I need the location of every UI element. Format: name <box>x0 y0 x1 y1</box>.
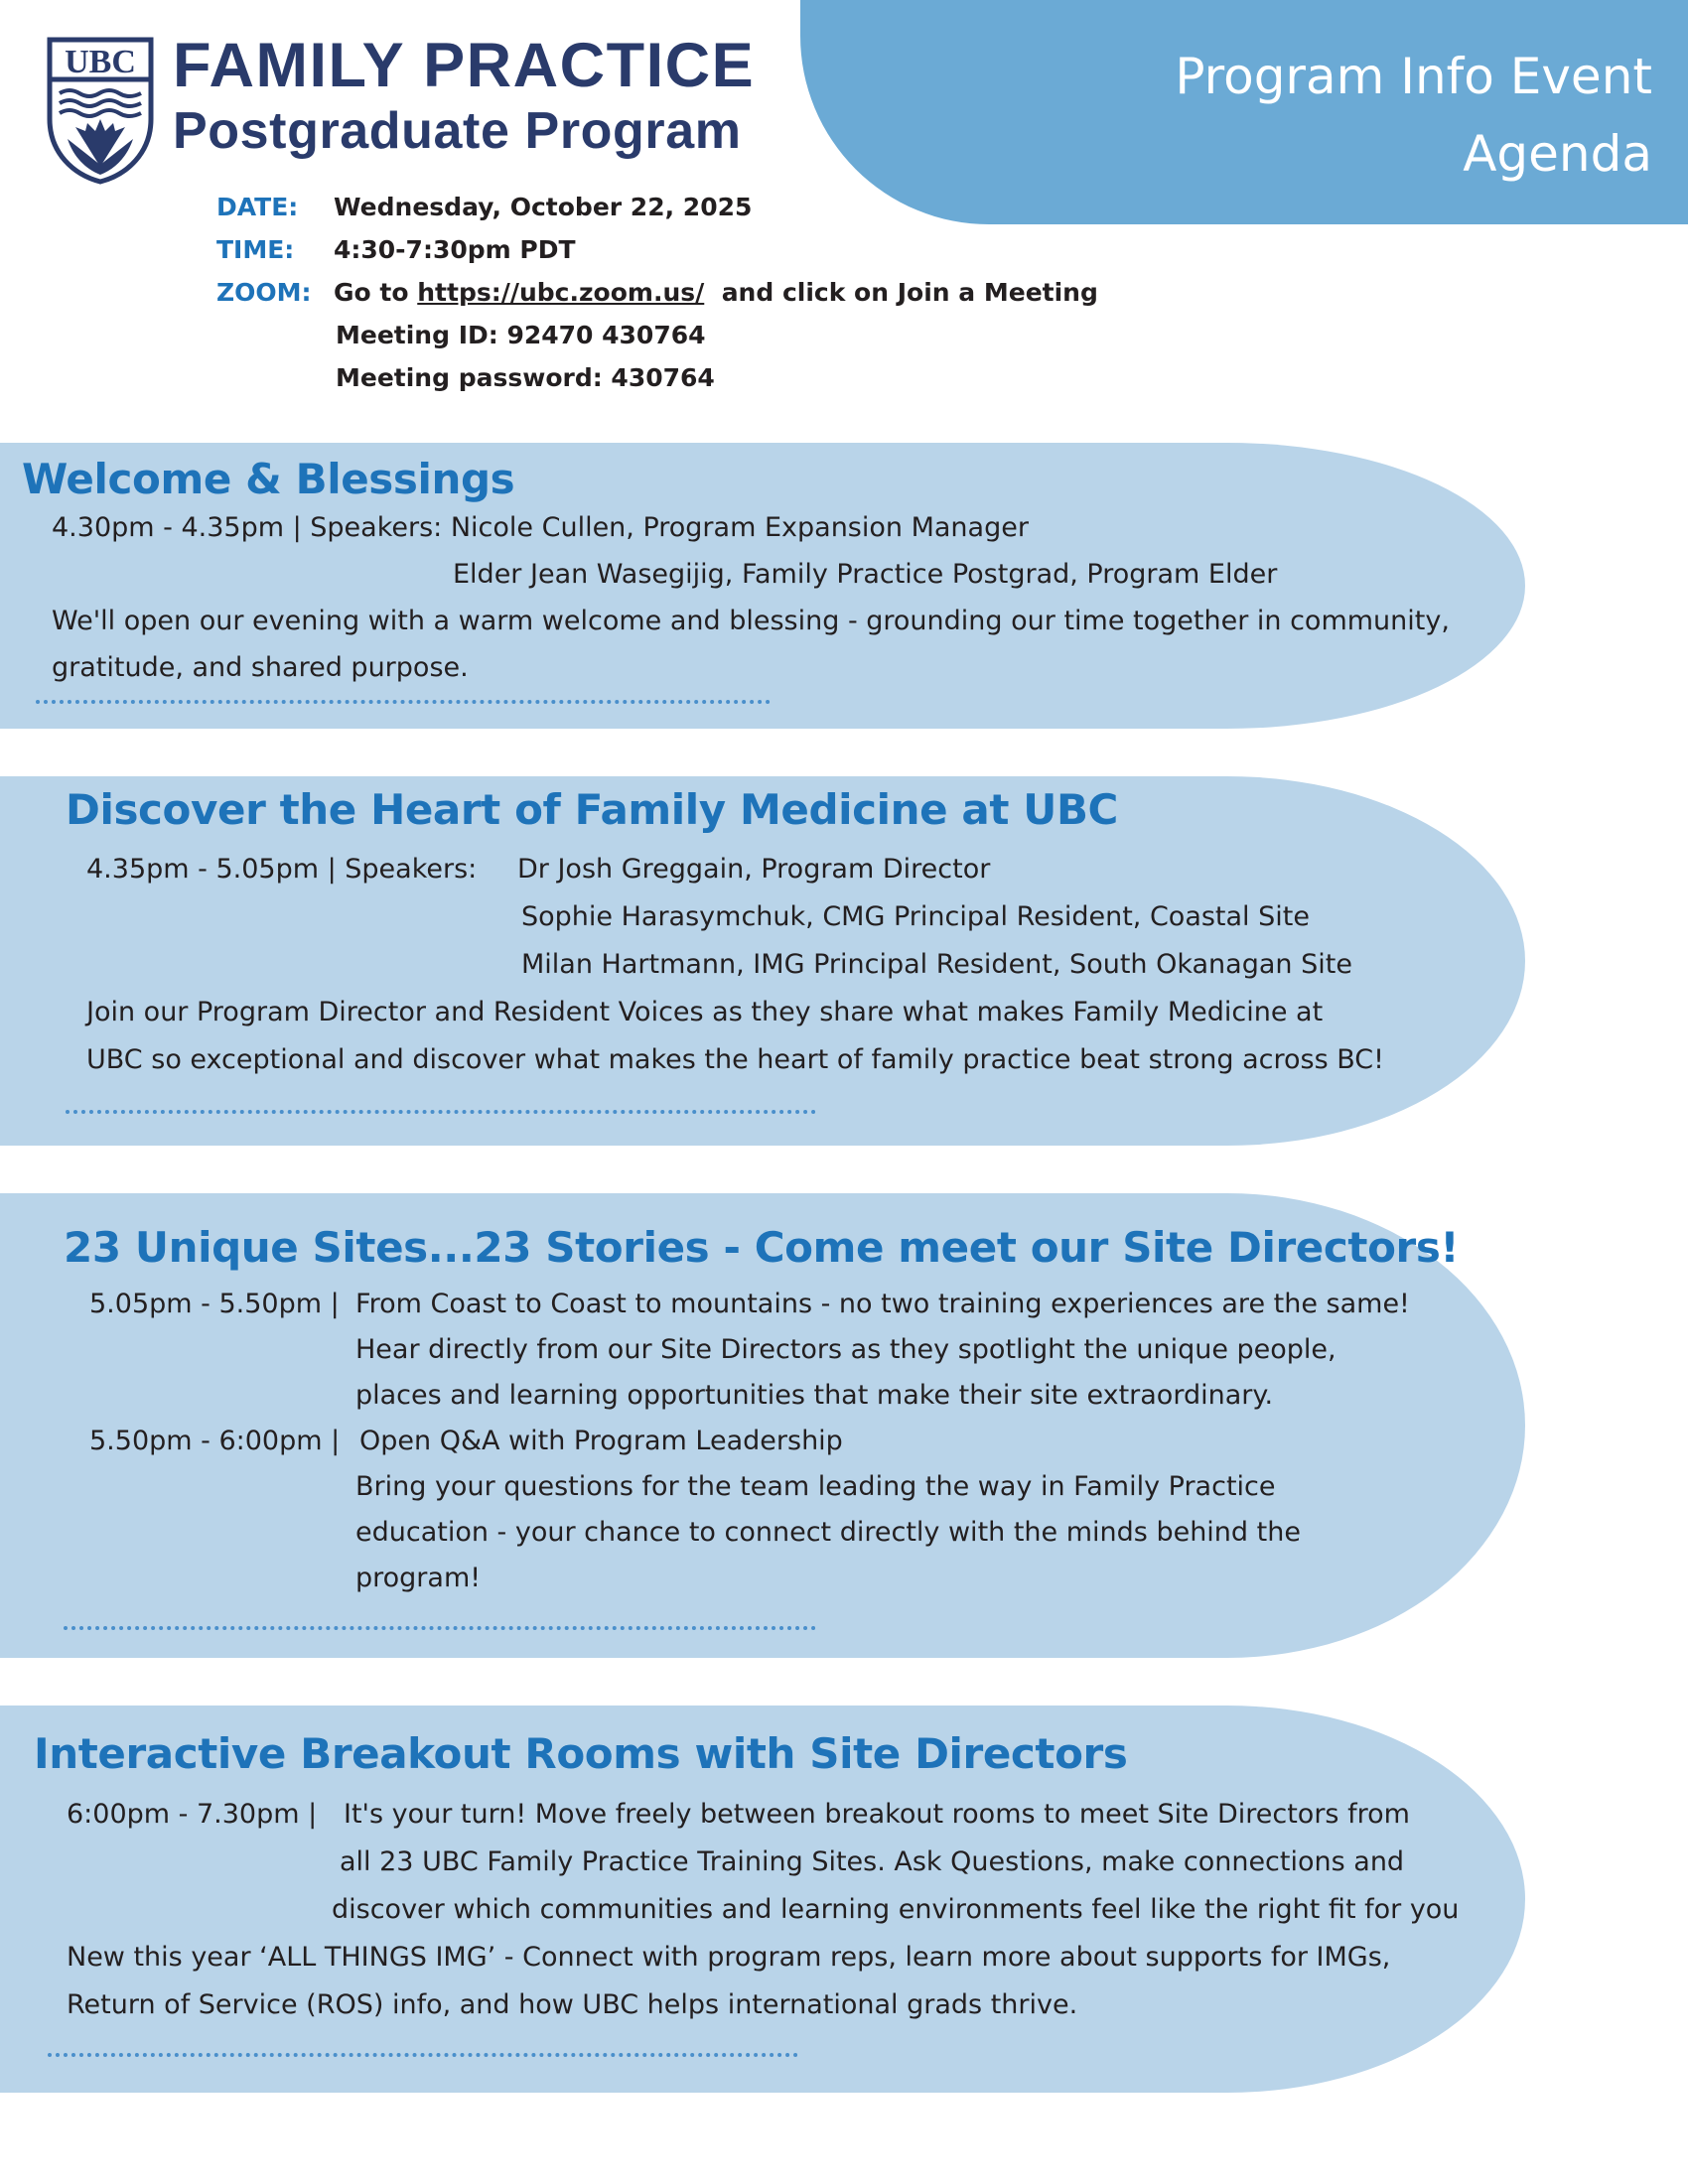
section-speaker: Elder Jean Wasegijig, Family Practice Postgrad, Program Elder <box>453 559 1278 590</box>
time-value: 4:30-7:30pm PDT <box>334 235 576 264</box>
section-description: gratitude, and shared purpose. <box>52 652 469 683</box>
section-time-label: 5.05pm - 5.50pm | <box>89 1289 340 1319</box>
section-description: UBC so exceptional and discover what makes the heart of family practice beat strong across BC! <box>86 1044 1384 1075</box>
section-time-label: 5.50pm - 6:00pm | <box>89 1426 341 1456</box>
section-description: Return of Service (ROS) info, and how UBC helps international grads thrive. <box>67 1989 1078 2020</box>
meeting-password: Meeting password: 430764 <box>336 363 715 392</box>
dotted-divider <box>48 2053 798 2057</box>
logo-text: UBC <box>65 44 136 80</box>
dotted-divider <box>66 1110 816 1114</box>
section-title: Interactive Breakout Rooms with Site Directors <box>34 1729 1128 1778</box>
section-description: From Coast to Coast to mountains - no two training experiences are the same! <box>355 1289 1410 1319</box>
zoom-label: ZOOM: <box>216 278 312 307</box>
section-title: Welcome & Blessings <box>22 455 515 503</box>
section-description: education - your chance to connect directly with the minds behind the <box>355 1517 1301 1548</box>
section-description: all 23 UBC Family Practice Training Sites. Ask Questions, make connections and <box>340 1846 1405 1877</box>
section-description: Open Q&A with Program Leadership <box>359 1426 843 1456</box>
dotted-divider <box>36 700 771 704</box>
section-time-speakers: 4.30pm - 4.35pm | Speakers: Nicole Cullen, Program Expansion Manager <box>52 512 1029 543</box>
section-description: discover which communities and learning environments feel like the right fit for you <box>332 1894 1460 1925</box>
section-description: It's your turn! Move freely between breakout rooms to meet Site Directors from <box>344 1799 1410 1830</box>
zoom-prefix: Go to <box>334 278 409 307</box>
program-subtitle: Postgraduate Program <box>173 102 742 160</box>
time-label: TIME: <box>216 235 295 264</box>
dotted-divider <box>64 1626 816 1630</box>
agenda-badge <box>1175 38 1652 193</box>
date-value: Wednesday, October 22, 2025 <box>334 193 753 221</box>
zoom-value <box>334 278 1098 307</box>
date-label: DATE: <box>216 193 299 221</box>
badge-line-2: Agenda <box>1463 125 1652 183</box>
section-speaker: Milan Hartmann, IMG Principal Resident, South Okanagan Site <box>521 949 1352 980</box>
badge-line-1: Program Info Event <box>1175 48 1652 105</box>
program-title: FAMILY PRACTICE <box>173 31 756 100</box>
section-title: Discover the Heart of Family Medicine at UBC <box>66 785 1118 834</box>
section-description: New this year ‘ALL THINGS IMG’ - Connect with program reps, learn more about supports for IMGs, <box>67 1942 1391 1973</box>
ubc-crest-logo <box>46 36 155 185</box>
zoom-suffix: and click on Join a Meeting <box>721 278 1098 307</box>
section-description: places and learning opportunities that make their site extraordinary. <box>355 1380 1274 1411</box>
section-description: We'll open our evening with a warm welcome and blessing - grounding our time together in community, <box>52 606 1450 636</box>
zoom-link[interactable]: https://ubc.zoom.us/ <box>417 278 705 307</box>
section-title: 23 Unique Sites...23 Stories - Come meet our Site Directors! <box>64 1223 1460 1272</box>
meeting-id: Meeting ID: 92470 430764 <box>336 321 706 349</box>
section-description: Join our Program Director and Resident Voices as they share what makes Family Medicine at <box>86 997 1324 1027</box>
section-speaker: Sophie Harasymchuk, CMG Principal Resident, Coastal Site <box>521 901 1310 932</box>
section-description: program! <box>355 1563 482 1593</box>
section-time-label: 4.35pm - 5.05pm | Speakers: <box>86 854 478 885</box>
section-description: Bring your questions for the team leading the way in Family Practice <box>355 1471 1276 1502</box>
section-time-label: 6:00pm - 7.30pm | <box>67 1799 318 1830</box>
agenda-header-tab <box>800 0 1688 224</box>
section-speaker: Dr Josh Greggain, Program Director <box>517 854 991 885</box>
section-description: Hear directly from our Site Directors as they spotlight the unique people, <box>355 1334 1336 1365</box>
